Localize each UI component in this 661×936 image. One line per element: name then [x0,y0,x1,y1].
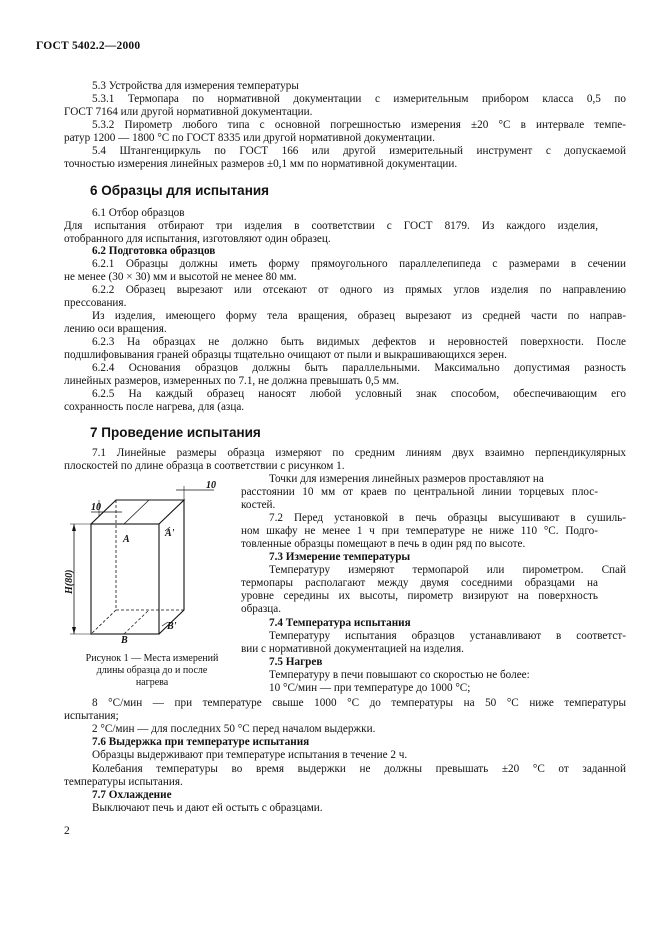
text-line: 5.3.1 Термопара по нормативной документации с измерительным прибором класса 0,5 по [92,93,626,105]
text-line: образца. [241,603,282,615]
text-line: 6.2.4 Основания образцов должны быть параллельными. Максимально допустимая разность [92,362,626,374]
text-line: 8 °С/мин — при температуре свыше 1000 °С до температуры на 50 °С ниже температуры [92,697,626,709]
point-a-label: A [123,534,130,545]
text-line: Для испытания отбирают три изделия в соответствии с ГОСТ 8179. Из каждого изделия, [64,220,598,232]
point-b-prime-label: B' [167,621,177,632]
text-line: точностью измерения линейных размеров ±0,1 мм по нормативной документации. [64,158,458,170]
subsection-heading: 7.3 Измерение температуры [269,551,411,563]
height-dimension-label: H(80) [64,569,75,594]
point-a-prime-label: A' [165,528,175,539]
text-line: Температуру в печи повышают со скоростью не более: [269,669,530,681]
text-line: 10 °С/мин — при температуре до 1000 °С; [269,682,471,694]
section-6-heading: 6 Образцы для испытания [90,183,270,198]
text-line: Колебания температуры во время выдержки не должны превышать ±20 °С от заданной [92,763,626,775]
text-line: уровне середины их высоты, пирометр визируют на поверхность [241,590,598,602]
figure-1-specimen-drawing [64,476,240,648]
text-line: прессования. [64,297,127,309]
top-dimension-label: 10 [91,502,101,513]
text-line: температуры испытания. [64,776,183,788]
text-line: расстоянии 10 мм от краев по центральной линии торцевых плос- [241,486,598,498]
right-dimension-label: 10 [206,480,216,491]
text-line: Образцы выдерживают при температуре испытания в течение 2 ч. [92,749,408,761]
text-line: костей. [241,499,276,511]
text-line: 6.2.1 Образцы должны иметь форму прямоугольного параллелепипеда с размерами в сечении [92,258,626,270]
bottom-center-line [124,610,149,634]
text-line: Температуру испытания образцов устанавливают в соответст- [269,630,626,642]
text-line: 6.2.5 На каждый образец наносят любой условный знак способом, обеспечивающим его [92,388,626,400]
text-line: ГОСТ 7164 или другой нормативной документации. [64,106,313,118]
text-line: подшлифовывания граней образцы тщательно очищают от пыли и выкрашивающихся зерен. [64,349,507,361]
document-header: ГОСТ 5402.2—2000 [36,40,141,52]
figure-caption-line: Рисунок 1 — Места измерений [85,653,219,664]
figure-caption-line: нагрева [135,677,169,688]
text-line: лению оси вращения. [64,323,167,335]
text-line: испытания; [64,710,119,722]
text-line: ратур 1200 — 1800 °С по ГОСТ 8335 или другой нормативной документации. [64,132,435,144]
text-line: 5.3 Устройства для измерения температуры [92,80,299,92]
text-line: Выключают печь и дают ей остыть с образцами. [92,802,323,814]
text-line: ном шкафу не менее 1 ч при температуре не ниже 110 °С. Подго- [241,525,598,537]
section-7-heading: 7 Проведение испытания [90,425,261,440]
text-line: 2 °С/мин — для последних 50 °С перед началом выдержки. [92,723,376,735]
top-center-line [124,500,149,524]
text-line: 6.1 Отбор образцов [92,207,185,219]
text-line: плоскостей по длине образца в соответствии с рисунком 1. [64,460,345,472]
text-line: 7.1 Линейные размеры образца измеряют по средним линиям двух взаимно перпендикулярных [92,447,626,459]
text-line: 6.2.3 На образцах не должно быть видимых дефектов и неровностей поверхности. После [92,336,626,348]
text-line: 7.2 Перед установкой в печь образцы высушивают в сушиль- [269,512,626,524]
text-line: товленные образцы помещают в печь в один ряд по высоте. [241,538,526,550]
text-line: 5.3.2 Пирометр любого типа с основной погрешностью измерения ±20 °С в интервале темпе- [92,119,626,131]
text-line: Из изделия, имеющего форму тела вращения, образец вырезают из средней части по направ- [92,310,626,322]
text-line: сохранность после нагрева, для (азца. [64,401,245,413]
text-line: Точки для измерения линейных размеров проставляют на [269,473,544,485]
point-b-label: B [121,635,128,646]
text-line: линейных размеров, измеренных по 7.1, не должна превышать 0,5 мм. [64,375,400,387]
hidden-edges [91,500,184,634]
text-line: термопары располагают между двумя соседними образцами на [241,577,598,589]
text-line: 5.4 Штангенциркуль по ГОСТ 166 или другой измерительный инструмент с допускаемой [92,145,626,157]
subsection-heading: 6.2 Подготовка образцов [92,245,216,257]
text-line: Температуру измеряют термопарой или пирометром. Спай [269,564,626,576]
subsection-heading: 7.5 Нагрев [269,656,323,668]
text-line: отобранного для испытания, изготовляют один образец. [64,233,331,245]
text-line: 6.2.2 Образец вырезают или отсекают от одного из прямых углов изделия по направлению [92,284,626,296]
figure-caption-line: длины образца до и после [96,665,208,676]
subsection-heading: 7.4 Температура испытания [269,617,411,629]
subsection-heading: 7.7 Охлаждение [92,789,172,801]
text-line: не менее (30 × 30) мм и высотой не менее 80 мм. [64,271,297,283]
text-line: вии с нормативной документацией на изделия. [241,643,464,655]
subsection-heading: 7.6 Выдержка при температуре испытания [92,736,310,748]
page-number: 2 [64,825,70,837]
